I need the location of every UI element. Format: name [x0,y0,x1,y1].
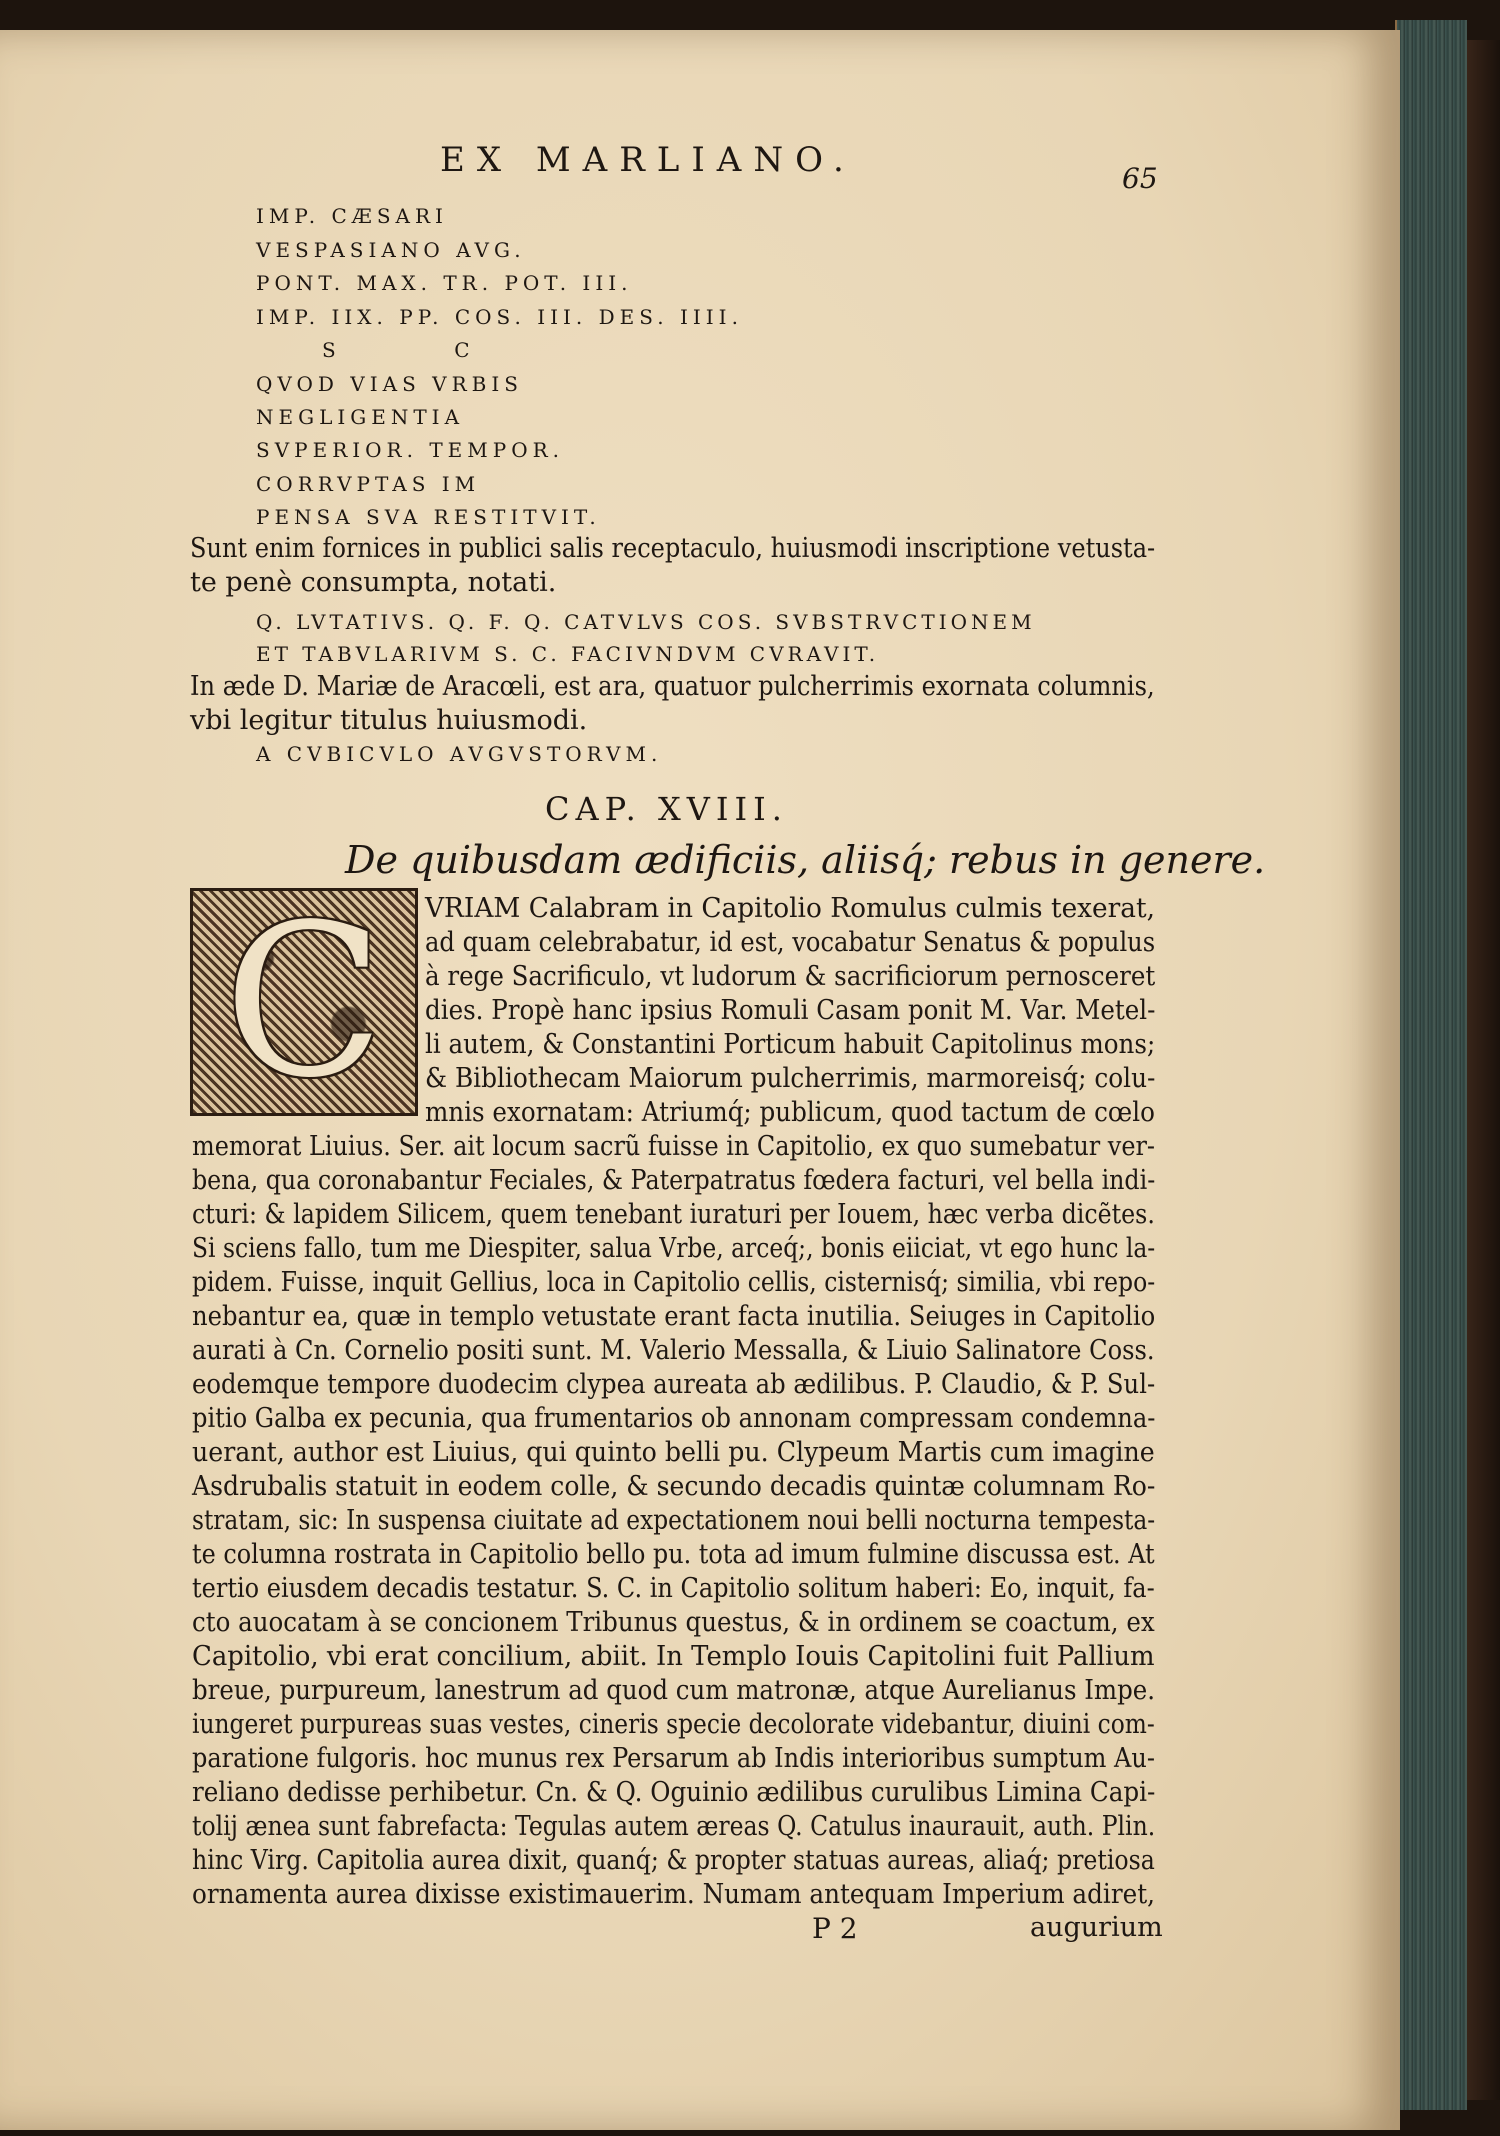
text-line: Capitolio, vbi erat concilium, abiit. In Templo Iouis Capitolini fuit Pallium [192,1641,1155,1672]
text-line: eodemque tempore duodecim clypea aureata ab ædilibus. P. Claudio, & P. Sul- [192,1369,1156,1400]
inscription-line: NEGLIGENTIA [256,405,465,429]
prose-line: Sunt enim fornices in publici salis receptaculo, huiusmodi inscriptione vetusta- [190,533,1156,564]
text-line: tolij ænea sunt fabrefacta: Tegulas autem æreas Q. Catulus inaurauit, auth. Plin. [192,1811,1156,1842]
page-fore-edge [1395,20,1467,2110]
text-line: memorat Liuius. Ser. ait locum sacrũ fuisse in Capitolio, ex quo sumebatur ver- [192,1131,1156,1162]
inscription-line: S C [322,338,475,362]
text-line: pidem. Fuisse, inquit Gellius, loca in Capitolio cellis, cisternisq́; similia, vbi repo- [192,1267,1156,1298]
text-line: pitio Galba ex pecunia, qua frumentarios ob annonam compressam condemna- [192,1403,1156,1434]
text-line: hinc Virg. Capitolia aurea dixit, quanq́; & propter statuas aureas, aliaq́; pretiosa [192,1845,1155,1876]
text-line: aurati à Cn. Cornelio positi sunt. M. Valerio Messalla, & Liuio Salinatore Coss. [192,1335,1155,1366]
text-line: ornamenta aurea dixisse existimauerim. Numam antequam Imperium adiret, [192,1879,1155,1910]
inscription-line: A CVBICVLO AVGVSTORVM. [256,742,663,766]
running-title: EX MARLIANO. [440,140,856,180]
inscription-line: IMP. CÆSARI [256,204,448,228]
text-line: dies. Propè hanc ipsius Romuli Casam ponit M. Var. Metel- [425,995,1156,1026]
text-line: & Bibliothecam Maiorum pulcherrimis, marmoreisq́; colu- [425,1063,1156,1094]
text-line: cturi: & lapidem Silicem, quem tenebant iuraturi per Iouem, hæc verba dicẽtes. [192,1199,1155,1230]
prose-line: te penè consumpta, notati. [190,567,557,598]
text-line: cto auocatam à se concionem Tribunus questus, & in ordinem se coactum, ex [192,1607,1155,1638]
inscription-line: SVPERIOR. TEMPOR. [256,438,565,462]
text-line: tertio eiusdem decadis testatur. S. C. in Capitolio solitum haberi: Eo, inquit, fa- [192,1573,1155,1604]
inscription-line: QVOD VIAS VRBIS [256,372,523,396]
text-line: VRIAM Calabram in Capitolio Romulus culmis texerat, [425,893,1156,924]
catchword: augurium [1030,1912,1163,1943]
chapter-subtitle: De quibusdam ædificiis, aliisq́; rebus in genere. [345,838,1266,882]
prose-line: vbi legitur titulus huiusmodi. [190,705,588,736]
book-binding [1465,40,1500,2100]
inscription-line: CORRVPTAS IM [256,472,481,496]
inscription-line: Q. LVTATIVS. Q. F. Q. CATVLVS COS. SVBSTRVCTIONEM [256,610,1036,634]
text-line: uerant, author est Liuius, qui quinto belli pu. Clypeum Martis cum imagine [192,1437,1155,1468]
inscription-line: ET TABVLARIVM S. C. FACIVNDVM CVRAVIT. [256,642,880,666]
text-line: breue, purpureum, lanestrum ad quod cum matronæ, atque Aurelianus Impe. [192,1675,1156,1706]
text-line: li autem, & Constantini Porticum habuit Capitolinus mons; [425,1029,1156,1060]
decorated-initial [190,879,418,1124]
inscription-line: PONT. MAX. TR. POT. III. [256,271,633,295]
text-line: stratam, sic: In suspensa ciuitate ad expectationem noui belli nocturna tempesta- [192,1505,1156,1536]
text-line: te columna rostrata in Capitolio bello pu. tota ad imum fulmine discussa est. At [192,1539,1155,1570]
text-line: mnis exornatam: Atriumq́; publicum, quod tactum de cœlo [425,1097,1155,1128]
text-line: ad quam celebrabatur, id est, vocabatur Senatus & populus [425,927,1156,958]
text-line: paratione fulgoris. hoc munus rex Persarum ab Indis interioribus sumptum Au- [192,1743,1155,1774]
text-line: nebantur ea, quæ in templo vetustate erant facta inutilia. Seiuges in Capitolio [192,1301,1156,1332]
folio-number: 65 [1122,162,1158,195]
prose-line: In æde D. Mariæ de Aracœli, est ara, quatuor pulcherrimis exornata columnis, [190,671,1155,702]
chapter-title: CAP. XVIII. [545,790,788,828]
text-line: reliano dedisse perhibetur. Cn. & Q. Oguinio ædilibus curulibus Limina Capi- [192,1777,1156,1808]
text-line: Si sciens fallo, tum me Diespiter, salua Vrbe, arceq́;, bonis eiiciat, vt ego hunc la- [192,1233,1156,1264]
inscription-line: PENSA SVA RESTITVIT. [256,505,601,529]
text-line: iungeret purpureas suas vestes, cineris specie decolorate videbantur, diuini com- [192,1709,1155,1740]
inscription-line: IMP. IIX. PP. COS. III. DES. IIII. [256,305,743,329]
inscription-line: VESPASIANO AVG. [256,238,526,262]
signature-mark: P 2 [812,1912,858,1945]
text-line: à rege Sacrificulo, vt ludorum & sacrificiorum pernosceret [425,961,1156,992]
text-line: bena, qua coronabantur Feciales, & Paterpatratus fœdera facturi, vel bella indi- [192,1165,1156,1196]
initial-letter: C [223,879,385,1124]
text-line: Asdrubalis statuit in eodem colle, & secundo decadis quintæ columnam Ro- [192,1471,1156,1502]
